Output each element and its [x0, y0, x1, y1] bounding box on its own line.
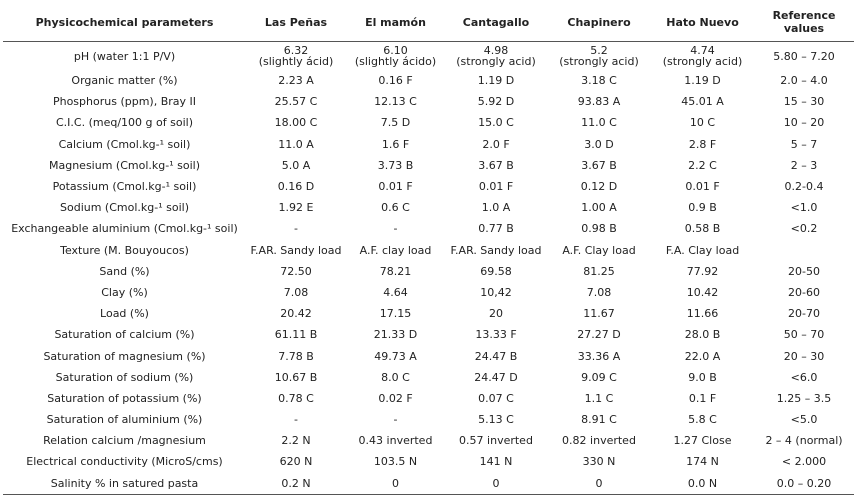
cell-el-mamon: 12.13 C: [374, 95, 417, 109]
cell-line: 4.74: [690, 44, 715, 57]
cell-reference: [754, 240, 854, 261]
table-row: [3, 388, 854, 409]
cell-chapinero: 330 N: [582, 455, 616, 469]
cell-hato-nuevo: 28.0 B: [684, 328, 721, 342]
cell-reference: 50 – 70: [783, 328, 825, 342]
cell-reference: 5 – 7: [790, 137, 818, 151]
table-row: [3, 409, 854, 430]
cell-hato-nuevo: 11.66: [686, 307, 719, 321]
cell-hato-nuevo: 2.2 C: [688, 158, 717, 172]
cell-parameter: C.I.C. (meq/100 g of soil): [56, 116, 193, 130]
cell-las-penas: 7.08: [283, 285, 309, 299]
cell-cantagallo: 3.67 B: [478, 158, 514, 172]
cell-cantagallo: 5.13 C: [478, 413, 514, 427]
cell-parameter: Calcium (Cmol.kg-¹ soil): [58, 137, 191, 151]
cell-el-mamon: 4.64: [383, 285, 408, 299]
cell-parameter: Relation calcium /magnesium: [43, 434, 206, 448]
cell-reference: <0.2: [790, 222, 818, 236]
header-row: [3, 3, 854, 42]
cell-hato-nuevo: 77.92: [686, 264, 719, 278]
cell-reference: < 2.000: [781, 455, 827, 469]
header-el-mamon: El mamón: [346, 3, 445, 42]
cell-hato-nuevo: 1.27 Close: [673, 434, 732, 448]
cell-line: (slightly ácid): [258, 55, 334, 68]
table-row: [3, 451, 854, 472]
cell-cantagallo: 69.58: [480, 264, 512, 278]
cell-line: 5.2: [590, 44, 608, 57]
table-row: [3, 42, 854, 71]
table-body: [3, 42, 854, 495]
table-row: [3, 473, 854, 495]
cell-las-penas: -: [294, 413, 298, 427]
cell-chapinero: 3.0 D: [584, 137, 614, 151]
cell-reference: 20-50: [788, 264, 820, 278]
cell-reference: 10 – 20: [783, 116, 825, 130]
cell-cantagallo: 0.07 C: [478, 391, 514, 405]
cell-cantagallo: 0.57 inverted: [459, 434, 533, 448]
cell-las-penas: 18.00 C: [274, 116, 318, 130]
cell-line: 6.32: [283, 44, 309, 57]
cell-las-penas: 10.67 B: [274, 370, 318, 384]
header-chapinero: Chapinero: [547, 3, 651, 42]
table-row: [3, 240, 854, 261]
cell-hato-nuevo: 5.8 C: [688, 413, 717, 427]
cell-chapinero: [547, 42, 651, 71]
cell-las-penas: 7.78 B: [278, 349, 314, 363]
cell-las-penas: -: [294, 222, 298, 236]
cell-el-mamon: 0.02 F: [378, 391, 413, 405]
header-cantagallo: Cantagallo: [445, 3, 547, 42]
cell-reference: 2 – 4 (normal): [765, 434, 843, 448]
cell-parameter: Sand (%): [99, 264, 150, 278]
cell-hato-nuevo: 9.0 B: [688, 370, 717, 384]
cell-parameter: Clay (%): [101, 285, 148, 299]
cell-chapinero: 11.0 C: [581, 116, 617, 130]
cell-las-penas: 61.11 B: [274, 328, 318, 342]
cell-cantagallo: 1.19 D: [477, 74, 515, 88]
cell-reference: 1.25 – 3.5: [776, 391, 832, 405]
cell-chapinero: 1.00 A: [581, 201, 617, 215]
cell-parameter: Potassium (Cmol.kg-¹ soil): [52, 180, 197, 194]
table-row: [3, 218, 854, 239]
cell-cantagallo: 2.0 F: [482, 137, 510, 151]
cell-hato-nuevo: 1.19 D: [684, 74, 721, 88]
cell-parameter: Saturation of aluminium (%): [46, 413, 203, 427]
table-row: [3, 345, 854, 366]
cell-reference: <6.0: [790, 370, 818, 384]
cell-chapinero: 7.08: [586, 285, 612, 299]
cell-las-penas: 25.57 C: [274, 95, 318, 109]
table-row: [3, 70, 854, 91]
cell-el-mamon: A.F. clay load: [359, 243, 432, 257]
cell-el-mamon: 0.43 inverted: [358, 434, 433, 448]
cell-las-penas: 0.2 N: [246, 473, 346, 495]
cell-reference: 20-70: [788, 307, 820, 321]
cell-el-mamon: 78.21: [379, 264, 412, 278]
cell-line: (strongly acid): [456, 55, 536, 68]
cell-parameter: Organic matter (%): [71, 74, 178, 88]
table-row: [3, 324, 854, 345]
cell-chapinero: 0.82 inverted: [562, 434, 636, 448]
cell-chapinero: 81.25: [583, 264, 615, 278]
table-row: [3, 282, 854, 303]
table-row: [3, 430, 854, 451]
table-row: [3, 261, 854, 282]
cell-cantagallo: 0.77 B: [478, 222, 514, 236]
cell-parameter: Saturation of sodium (%): [55, 370, 194, 384]
table-row: [3, 155, 854, 176]
cell-hato-nuevo: 10.42: [686, 285, 719, 299]
cell-el-mamon: 0: [346, 473, 445, 495]
cell-reference: <1.0: [790, 201, 818, 215]
cell-chapinero: 0: [547, 473, 651, 495]
cell-chapinero: 93.83 A: [577, 95, 621, 109]
table-row: [3, 197, 854, 218]
cell-hato-nuevo: 22.0 A: [684, 349, 721, 363]
cell-chapinero: 0.98 B: [581, 222, 617, 236]
cell-el-mamon: 1.6 F: [381, 137, 410, 151]
table-row: [3, 367, 854, 388]
header-las-penas: Las Peñas: [246, 3, 346, 42]
cell-parameter: Saturation of magnesium (%): [43, 349, 206, 363]
cell-las-penas: 11.0 A: [278, 137, 314, 151]
cell-cantagallo: 24.47 B: [474, 349, 518, 363]
cell-cantagallo: 0.01 F: [478, 180, 514, 194]
table-row: [3, 112, 854, 133]
cell-parameter: Saturation of potassium (%): [47, 391, 202, 405]
header-hato-nuevo: Hato Nuevo: [651, 3, 754, 42]
cell-hato-nuevo: 0.1 F: [688, 391, 717, 405]
cell-chapinero: 9.09 C: [581, 370, 617, 384]
cell-el-mamon: 7.5 D: [380, 116, 411, 130]
table-row: [3, 303, 854, 324]
cell-reference: 20-60: [788, 285, 820, 299]
cell-hato-nuevo: F.A. Clay load: [665, 243, 740, 257]
cell-parameter: Texture (M. Bouyoucos): [60, 243, 189, 257]
cell-cantagallo: F.AR. Sandy load: [450, 243, 542, 257]
cell-hato-nuevo: 174 N: [686, 455, 719, 469]
cell-parameter: Saturation of calcium (%): [54, 328, 195, 342]
cell-las-penas: 2.2 N: [281, 434, 311, 448]
cell-line: 6.10: [383, 44, 408, 57]
table-container: [3, 3, 854, 495]
cell-las-penas: 0.16 D: [277, 180, 315, 194]
cell-cantagallo: 5.92 D: [477, 95, 515, 109]
cell-reference: 2 – 3: [790, 158, 818, 172]
cell-las-penas: 1.92 E: [278, 201, 314, 215]
table-row: [3, 134, 854, 155]
cell-parameter: Salinity % in satured pasta: [3, 473, 246, 495]
table-row: [3, 176, 854, 197]
cell-cantagallo: 20: [489, 307, 503, 321]
cell-cantagallo: [445, 42, 547, 71]
cell-parameter: pH (water 1:1 P/V): [73, 49, 176, 63]
cell-cantagallo: 15.0 C: [478, 116, 514, 130]
cell-reference: 2.0 – 4.0: [780, 74, 828, 88]
cell-las-penas: 620 N: [279, 455, 313, 469]
cell-parameter: Exchangeable aluminium (Cmol.kg-¹ soil): [11, 222, 238, 236]
cell-el-mamon: -: [393, 222, 398, 236]
cell-chapinero: 8.91 C: [581, 413, 617, 427]
cell-line: (strongly acid): [559, 55, 639, 68]
cell-reference: <5.0: [790, 413, 818, 427]
cell-el-mamon: -: [393, 413, 398, 427]
cell-cantagallo: 0: [445, 473, 547, 495]
cell-hato-nuevo: 0.58 B: [684, 222, 721, 236]
cell-reference: 0.2-0.4: [784, 180, 824, 194]
cell-line: (slightly ácido): [354, 55, 437, 68]
cell-cantagallo: 24.47 D: [474, 370, 518, 384]
cell-el-mamon: 0.16 F: [378, 74, 413, 88]
cell-las-penas: 5.0 A: [281, 158, 311, 172]
cell-line: 4.98: [483, 44, 509, 57]
cell-el-mamon: 0.01 F: [378, 180, 413, 194]
cell-hato-nuevo: 2.8 F: [688, 137, 717, 151]
cell-las-penas: 72.50: [280, 264, 312, 278]
cell-parameter: Load (%): [100, 307, 149, 321]
cell-reference: 20 – 30: [783, 349, 825, 363]
cell-reference: 5.80 – 7.20: [773, 49, 835, 63]
cell-el-mamon: 103.5 N: [373, 455, 418, 469]
cell-las-penas: F.AR. Sandy load: [250, 243, 342, 257]
table-row: [3, 91, 854, 112]
cell-hato-nuevo: 45.01 A: [681, 95, 724, 109]
cell-el-mamon: 21.33 D: [373, 328, 418, 342]
cell-las-penas: 2.23 A: [278, 74, 314, 88]
cell-chapinero: A.F. Clay load: [562, 243, 636, 257]
cell-chapinero: 0.12 D: [580, 180, 618, 194]
cell-parameter: Phosphorus (ppm), Bray II: [52, 95, 197, 109]
cell-cantagallo: 1.0 A: [481, 201, 511, 215]
cell-las-penas: [246, 42, 346, 71]
cell-el-mamon: [346, 42, 445, 71]
header-parameters: Physicochemical parameters: [3, 3, 246, 42]
cell-chapinero: 33.36 A: [577, 349, 621, 363]
cell-hato-nuevo: 10 C: [689, 116, 716, 130]
cell-chapinero: 3.67 B: [581, 158, 617, 172]
cell-las-penas: 0.78 C: [278, 391, 314, 405]
cell-line: (strongly acid): [662, 55, 743, 68]
physicochemical-table: [3, 3, 854, 495]
cell-parameter: Sodium (Cmol.kg-¹ soil): [60, 201, 189, 215]
cell-cantagallo: 141 N: [479, 455, 513, 469]
cell-el-mamon: 8.0 C: [381, 370, 410, 384]
cell-parameter: Magnesium (Cmol.kg-¹ soil): [49, 158, 200, 172]
cell-el-mamon: 49.73 A: [374, 349, 417, 363]
cell-chapinero: 3.18 C: [581, 74, 617, 88]
cell-chapinero: 27.27 D: [577, 328, 621, 342]
cell-las-penas: 20.42: [280, 307, 312, 321]
cell-reference: 0.0 – 0.20: [754, 473, 854, 495]
cell-chapinero: 1.1 C: [584, 391, 614, 405]
cell-reference: 15 – 30: [783, 95, 825, 109]
cell-cantagallo: 13.33 F: [475, 328, 517, 342]
cell-hato-nuevo: [651, 42, 754, 71]
header-reference-values: Reference values: [754, 3, 854, 42]
cell-hato-nuevo: 0.0 N: [651, 473, 754, 495]
cell-parameter: Electrical conductivity (MicroS/cms): [26, 455, 223, 469]
cell-cantagallo: 10,42: [480, 285, 512, 299]
cell-hato-nuevo: 0.9 B: [688, 201, 717, 215]
cell-el-mamon: 17.15: [379, 307, 412, 321]
cell-el-mamon: 3.73 B: [377, 158, 414, 172]
cell-el-mamon: 0.6 C: [381, 201, 410, 215]
cell-hato-nuevo: 0.01 F: [685, 180, 720, 194]
cell-chapinero: 11.67: [583, 307, 615, 321]
